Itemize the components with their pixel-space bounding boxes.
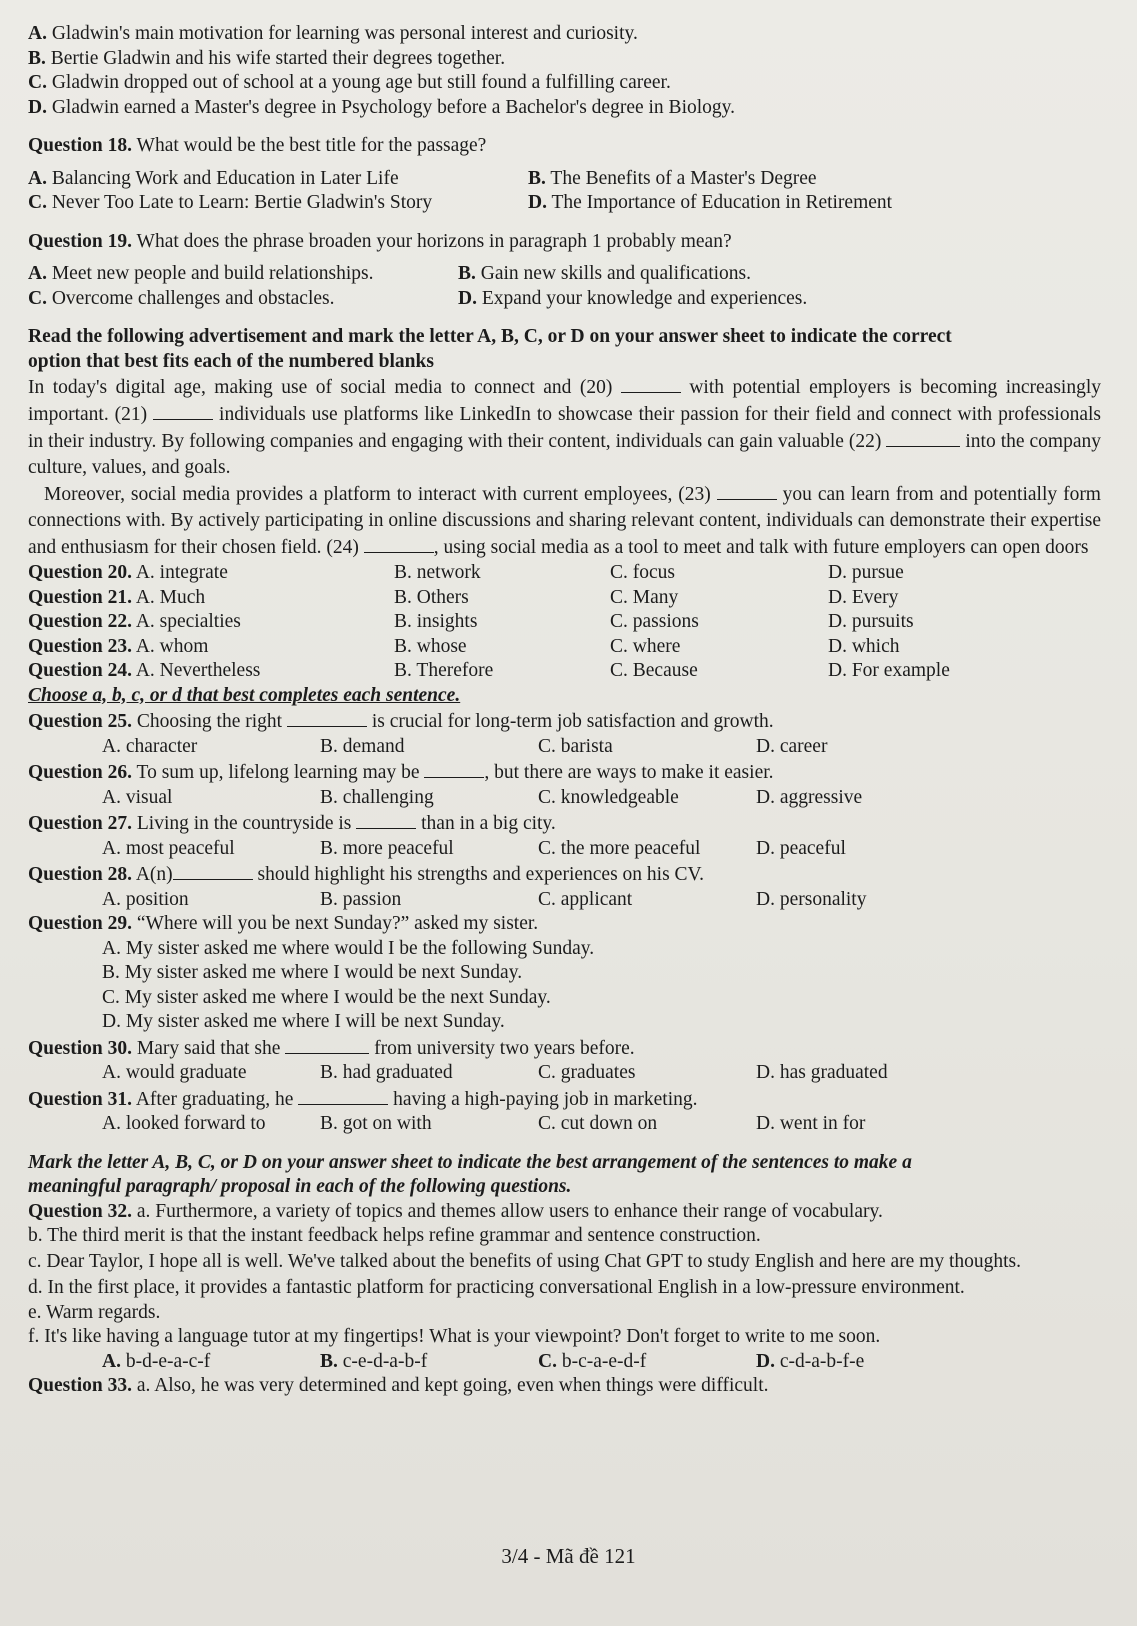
question-label: Question 22.: [28, 611, 133, 632]
option-a: A. Much: [135, 586, 206, 608]
cloze-options: [28, 561, 1101, 684]
passage-text: Moreover, social media provides a platform to interact with current employees, (23): [44, 484, 717, 505]
q18-option-a: Balancing Work and Education in Later Life: [46, 167, 399, 189]
question-27: [28, 810, 1101, 861]
option-c: C. cut down on: [538, 1113, 658, 1134]
option-c: b-c-a-e-d-f: [556, 1350, 647, 1372]
option-letter: C.: [28, 72, 47, 93]
question-stem: A(n): [132, 864, 173, 885]
option-letter: A.: [102, 1350, 121, 1372]
option-b: B. network: [394, 562, 481, 583]
option-c: C. Because: [610, 660, 698, 681]
blank-21: [153, 401, 213, 420]
option-d: D. aggressive: [756, 786, 863, 808]
question-label: Question 20.: [28, 562, 133, 583]
option-a: A. would graduate: [102, 1062, 247, 1083]
question-26: [28, 759, 1101, 810]
option-letter: D.: [458, 287, 477, 309]
question-32: [28, 1200, 1101, 1375]
question-21: [28, 586, 1101, 611]
question-28: [28, 861, 1101, 912]
sentence-b: b. The third merit is that the instant feedback helps refine grammar and sentence construction.: [28, 1225, 761, 1246]
option-letter: A.: [28, 167, 47, 189]
answer-blank: [285, 1035, 369, 1054]
question-20: [28, 561, 1101, 586]
question-stem: Mary said that she: [132, 1037, 286, 1059]
option-d: D. has graduated: [756, 1062, 888, 1083]
option-c: C. knowledgeable: [538, 786, 679, 808]
page-footer: 3/4 - Mã đề 121: [501, 1544, 636, 1568]
option-a: b-d-e-a-c-f: [120, 1350, 211, 1372]
answer-blank: [424, 759, 484, 778]
option-d: D. My sister asked me where I will be next Sunday.: [102, 1011, 505, 1032]
question-stem: What would be the best title for the passage?: [132, 135, 487, 156]
q17-option-a: [28, 22, 1101, 47]
question-stem: Choosing the right: [132, 711, 287, 732]
option-letter: D.: [756, 1350, 775, 1372]
question-label: Question 24.: [28, 660, 133, 681]
instruction-line: Mark the letter A, B, C, or D on your answer sheet to indicate the best arrangement of the sentences to make a: [28, 1151, 912, 1173]
question-29: [28, 912, 1101, 1035]
passage-text: , using social media as a tool to meet and talk with future employers can open doors: [433, 537, 1089, 558]
blank-24: [364, 534, 434, 553]
q17-option-b: [28, 47, 1101, 72]
q17-option-d: [28, 96, 1101, 121]
advertisement-paragraph-1: [28, 374, 1101, 481]
sentence-c: c. Dear Taylor, I hope all is well. We've talked about the benefits of using Chat GPT to study English and here are my thoughts.: [28, 1250, 1022, 1272]
option-c: C. applicant: [538, 888, 633, 910]
question-label: Question 23.: [28, 635, 133, 657]
option-text: Gladwin's main motivation for learning was personal interest and curiosity.: [51, 23, 638, 44]
option-a: A. most peaceful: [102, 837, 235, 859]
option-a: A. Nevertheless: [135, 660, 261, 681]
question-stem: What does the phrase broaden your horizons in paragraph 1 probably mean?: [132, 230, 732, 252]
sentence-e: e. Warm regards.: [28, 1301, 161, 1323]
option-d: D. pursuits: [828, 611, 914, 632]
q18-option-c: Never Too Late to Learn: Bertie Gladwin's Story: [46, 192, 433, 213]
option-d: D. personality: [756, 888, 867, 910]
q19-option-b: Gain new skills and qualifications.: [475, 263, 752, 284]
instruction-line: Read the following advertisement and mark the letter A, B, C, or D on your answer sheet to indicate the correct: [28, 326, 952, 347]
question-stem: should highlight his strengths and experiences on his CV.: [252, 864, 704, 885]
option-d: c-d-a-b-f-e: [774, 1350, 865, 1372]
question-label: Question 26.: [28, 762, 133, 783]
question-label: Question 30.: [28, 1037, 133, 1059]
option-d: D. which: [828, 635, 900, 657]
option-letter: C.: [538, 1350, 557, 1372]
question-stem: After graduating, he: [132, 1088, 299, 1110]
option-text: Gladwin dropped out of school at a young age but still found a fulfilling career.: [51, 72, 671, 93]
option-d: D. went in for: [756, 1113, 866, 1134]
option-c: C. focus: [610, 562, 675, 583]
question-label: Question 32.: [28, 1200, 133, 1222]
option-letter: B.: [528, 167, 546, 189]
question-label: Question 27.: [28, 813, 133, 834]
option-b: B. got on with: [320, 1113, 432, 1134]
question-stem: “Where will you be next Sunday?” asked my sister.: [132, 913, 539, 934]
option-letter: C.: [28, 192, 47, 213]
passage-text: with potential employers is becoming increasingly important. (21): [28, 377, 1101, 425]
option-letter: A.: [28, 263, 47, 284]
option-a: A. integrate: [135, 562, 228, 583]
option-letter: B.: [458, 263, 476, 284]
option-d: D. pursue: [828, 562, 904, 583]
answer-blank: [298, 1086, 388, 1105]
q18-option-b: The Benefits of a Master's Degree: [545, 167, 817, 189]
q19-option-d: Expand your knowledge and experiences.: [476, 287, 808, 309]
instruction-line: meaningful paragraph/ proposal in each of the following questions.: [28, 1176, 572, 1197]
sentence-f: f. It's like having a language tutor at my fingertips! What is your viewpoint? Don't forget to write to me soon.: [28, 1326, 881, 1347]
option-c: C. passions: [610, 611, 699, 632]
question-25: [28, 708, 1101, 759]
option-d: D. peaceful: [756, 837, 846, 859]
option-c: C. barista: [538, 735, 613, 757]
answer-blank: [287, 708, 367, 727]
advertisement-paragraph-2: [28, 481, 1101, 561]
sentence-a: a. Also, he was very determined and kept going, even when things were difficult.: [132, 1375, 769, 1396]
option-letter: D.: [528, 192, 547, 213]
question-stem: from university two years before.: [369, 1037, 635, 1059]
option-b: B. insights: [394, 611, 478, 632]
option-a: A. whom: [135, 635, 209, 657]
sentence-d: d. In the first place, it provides a fantastic platform for practicing conversational English in a low-pressure environment.: [28, 1276, 965, 1298]
option-c: C. graduates: [538, 1062, 636, 1083]
option-c: C. the more peaceful: [538, 837, 701, 859]
instruction-line: option that best fits each of the numbered blanks: [28, 350, 434, 372]
question-stem: having a high-paying job in marketing.: [388, 1088, 698, 1110]
question-label: Question 21.: [28, 586, 133, 608]
question-label: Question 31.: [28, 1088, 133, 1110]
option-letter: D.: [28, 96, 47, 118]
blank-23: [717, 481, 777, 500]
option-c: C. Many: [610, 586, 679, 608]
question-33: [28, 1374, 1101, 1399]
question-stem: is crucial for long-term job satisfaction and growth.: [366, 711, 774, 732]
option-b: B. passion: [320, 888, 402, 910]
sentence-a: a. Furthermore, a variety of topics and themes allow users to enhance their range of vocabulary.: [132, 1200, 883, 1222]
option-b: B. whose: [394, 635, 467, 657]
question-22: [28, 610, 1101, 635]
option-b: B. challenging: [320, 786, 434, 808]
question-18: [28, 134, 1101, 216]
blank-22: [886, 428, 960, 447]
q19-option-c: Overcome challenges and obstacles.: [46, 287, 335, 309]
answer-blank: [356, 810, 416, 829]
option-d: D. career: [756, 735, 828, 757]
passage-text: into the company culture, values, and goals.: [28, 431, 1101, 478]
option-d: D. Every: [828, 586, 899, 608]
option-a: A. visual: [102, 786, 173, 808]
question-19: [28, 230, 1101, 312]
option-b: B. more peaceful: [320, 837, 454, 859]
option-b: B. demand: [320, 735, 405, 757]
option-letter: B.: [28, 47, 46, 69]
q17-options: [28, 22, 1101, 120]
option-letter: B.: [320, 1350, 338, 1372]
question-label: Question 25.: [28, 711, 133, 732]
q17-option-c: [28, 71, 1101, 96]
blank-20: [621, 374, 681, 393]
question-stem: , but there are ways to make it easier.: [484, 762, 774, 783]
question-stem: To sum up, lifelong learning may be: [132, 762, 425, 783]
option-a: A. position: [102, 888, 189, 910]
option-b: B. Therefore: [394, 660, 494, 681]
option-d: D. For example: [828, 660, 950, 681]
option-letter: A.: [28, 23, 47, 44]
question-label: Question 19.: [28, 230, 133, 252]
option-a: A. My sister asked me where would I be the following Sunday.: [102, 937, 595, 959]
option-c: C. where: [610, 635, 681, 657]
question-stem: Living in the countryside is: [132, 813, 357, 834]
question-23: [28, 635, 1101, 660]
option-c: C. My sister asked me where I would be the next Sunday.: [102, 986, 551, 1008]
option-a: A. looked forward to: [102, 1113, 266, 1134]
question-31: [28, 1086, 1101, 1137]
option-b: B. Others: [394, 586, 469, 608]
question-24: [28, 659, 1101, 684]
q18-option-d: The Importance of Education in Retirement: [546, 192, 893, 213]
answer-blank: [173, 861, 253, 880]
question-label: Question 29.: [28, 913, 133, 934]
option-b: B. had graduated: [320, 1062, 453, 1083]
option-letter: C.: [28, 287, 47, 309]
option-b: c-e-d-a-b-f: [337, 1350, 428, 1372]
question-stem: than in a big city.: [416, 813, 556, 834]
option-text: Bertie Gladwin and his wife started their degrees together.: [50, 47, 506, 69]
question-30: [28, 1035, 1101, 1086]
question-label: Question 33.: [28, 1375, 133, 1396]
q19-option-a: Meet new people and build relationships.: [46, 263, 374, 284]
passage-text: individuals use platforms like LinkedIn to showcase their passion for their field and connect with professionals in their industry. By following companies and engaging with their content, individuals can gain valuable (22): [28, 404, 1101, 452]
option-a: A. character: [102, 735, 198, 757]
passage-text: you can learn from and potentially form connections with. By actively participating in online discussions and sharing relevant content, individuals can demonstrate their expertise and enthusiasm for their chosen field. (24): [28, 484, 1101, 558]
question-label: Question 28.: [28, 864, 133, 885]
passage-text: In today's digital age, making use of social media to connect and (20): [28, 377, 621, 398]
option-b: B. My sister asked me where I would be next Sunday.: [102, 962, 523, 983]
arrangement-instruction: [28, 1151, 1101, 1200]
question-label: Question 18.: [28, 135, 133, 156]
option-a: A. specialties: [135, 611, 241, 632]
option-text: Gladwin earned a Master's degree in Psychology before a Bachelor's degree in Biology.: [51, 96, 736, 118]
section-heading: Choose a, b, c, or d that best completes each sentence.: [28, 684, 461, 706]
advertisement-instruction: [28, 325, 1101, 374]
